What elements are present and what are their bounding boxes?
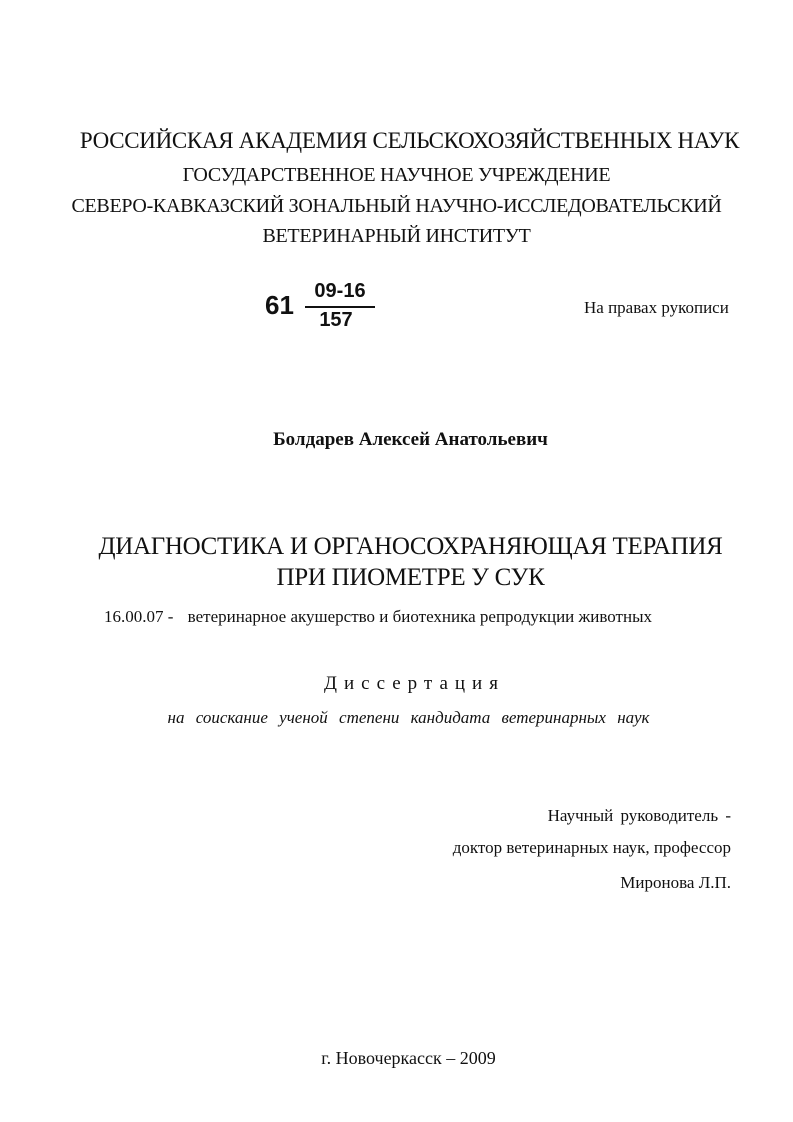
specialty-code: 16.00.07 - <box>104 607 174 626</box>
institute-name-line-1: СЕВЕРО-КАВКАЗСКИЙ ЗОНАЛЬНЫЙ НАУЧНО-ИССЛЕДОВАТЕЛЬСКИЙ <box>71 195 722 217</box>
catalog-code-fraction-bar <box>305 306 375 308</box>
degree-line: на соискание ученой степени кандидата ветеринарных наук <box>167 708 650 727</box>
thesis-title-line-1: ДИАГНОСТИКА И ОРГАНОСОХРАНЯЮЩАЯ ТЕРАПИЯ <box>98 533 723 560</box>
institution-type: ГОСУДАРСТВЕННОЕ НАУЧНОЕ УЧРЕЖДЕНИЕ <box>182 164 611 186</box>
institute-name-line-2: ВЕТЕРИНАРНЫЙ ИНСТИТУТ <box>262 225 531 247</box>
city-year: г. Новочеркасск – 2009 <box>321 1048 496 1068</box>
catalog-code-prefix: 61 <box>265 290 294 320</box>
rights-note: На правах рукописи <box>584 298 729 317</box>
author-name: Болдарев Алексей Анатольевич <box>273 429 548 450</box>
specialty-name: ветеринарное акушерство и биотехника репродукции животных <box>187 607 652 626</box>
thesis-title-line-2: ПРИ ПИОМЕТРЕ У СУК <box>276 564 545 591</box>
specialty-line <box>104 607 652 627</box>
catalog-code-denominator: 157 <box>319 309 353 331</box>
supervisor-name: Миронова Л.П. <box>620 873 731 892</box>
academy-name: РОССИЙСКАЯ АКАДЕМИЯ СЕЛЬСКОХОЗЯЙСТВЕННЫХ НАУК <box>79 128 740 153</box>
document-type: Диссертация <box>324 673 505 694</box>
supervisor-credentials: доктор ветеринарных наук, профессор <box>452 838 731 857</box>
catalog-code-numerator: 09-16 <box>314 280 366 302</box>
catalog-code-stamp <box>265 280 385 336</box>
supervisor-role: Научный руководитель - <box>547 806 731 825</box>
